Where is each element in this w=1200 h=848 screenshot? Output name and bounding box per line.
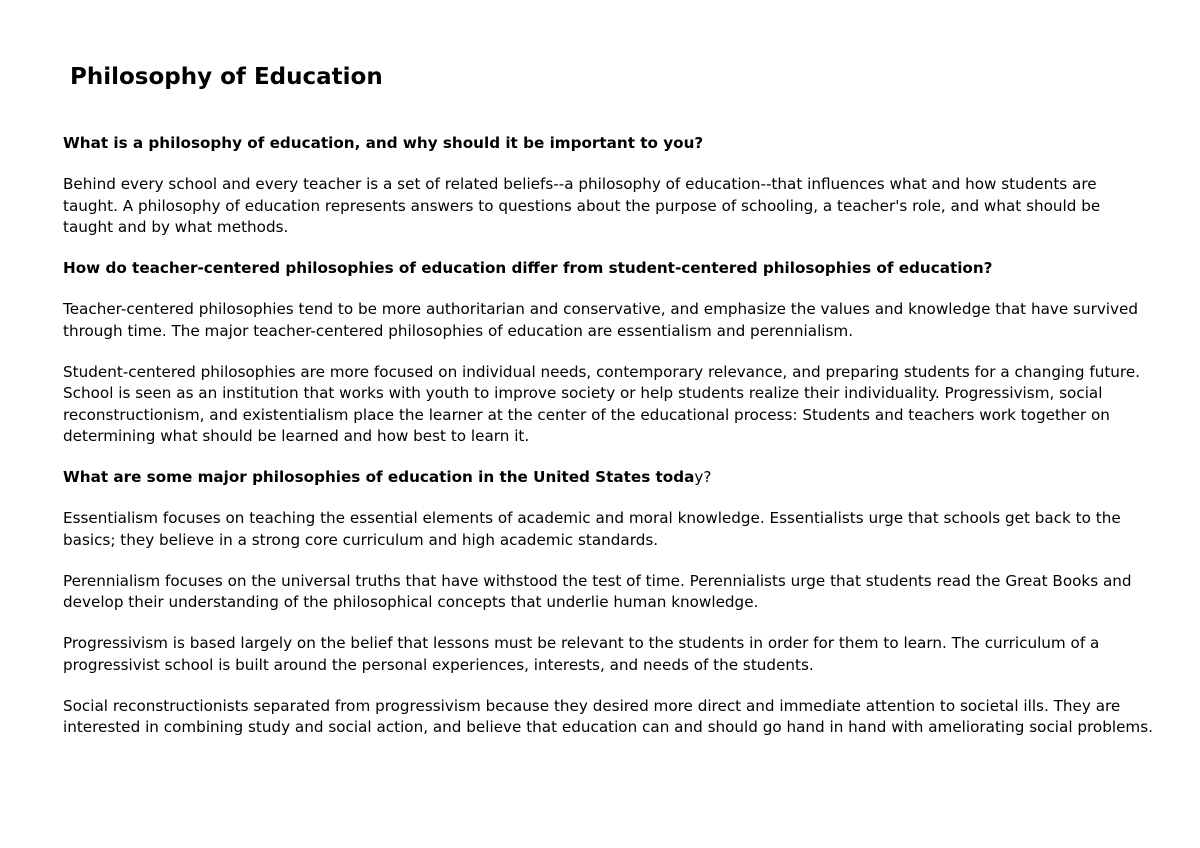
question-heading-2: How do teacher-centered philosophies of education differ from student-centered philosophies of education? bbox=[63, 259, 993, 277]
question-heading-3-tail: y? bbox=[694, 468, 712, 486]
document-body bbox=[63, 133, 1155, 739]
question-heading-3-bold: What are some major philosophies of education in the United States toda bbox=[63, 468, 695, 486]
question-heading-3 bbox=[63, 467, 1155, 489]
paragraph-5: Perennialism focuses on the universal truths that have withstood the test of time. Perennialists urge that students read the Great Books and develop their understanding of the philosophical concepts that underlie human knowledge. bbox=[63, 571, 1132, 611]
paragraph-3: Student-centered philosophies are more focused on individual needs, contemporary relevance, and preparing students for a changing future. School is seen as an institution that works with youth to improve society or help students realize their individuality. Progressivism, social reconstructionism, and existentialism place the learner at the center of the educational process: Students and teachers work together on determining what should be learned and how best to learn it. bbox=[63, 362, 1141, 445]
paragraph-1: Behind every school and every teacher is a set of related beliefs--a philosophy of education--that influences what and how students are taught. A philosophy of education represents answers to questions about the purpose of schooling, a teacher's role, and what should be taught and by what methods. bbox=[63, 175, 1101, 236]
paragraph-4: Essentialism focuses on teaching the essential elements of academic and moral knowledge. Essentialists urge that schools get back to the basics; they believe in a strong core curriculum and high academic standards. bbox=[63, 509, 1121, 549]
page-title: Philosophy of Education bbox=[70, 64, 383, 90]
paragraph-6: Progressivism is based largely on the belief that lessons must be relevant to the students in order for them to learn. The curriculum of a progressivist school is built around the personal experiences, interests, and needs of the students. bbox=[63, 634, 1100, 674]
paragraph-2: Teacher-centered philosophies tend to be more authoritarian and conservative, and emphasize the values and knowledge that have survived through time. The major teacher-centered philosophies of education are essentialism and perennialism. bbox=[63, 300, 1138, 340]
paragraph-7: Social reconstructionists separated from progressivism because they desired more direct and immediate attention to societal ills. They are interested in combining study and social action, and believe that education can and should go hand in hand with ameliorating social problems. bbox=[63, 696, 1153, 736]
question-heading-1: What is a philosophy of education, and why should it be important to you? bbox=[63, 134, 704, 152]
